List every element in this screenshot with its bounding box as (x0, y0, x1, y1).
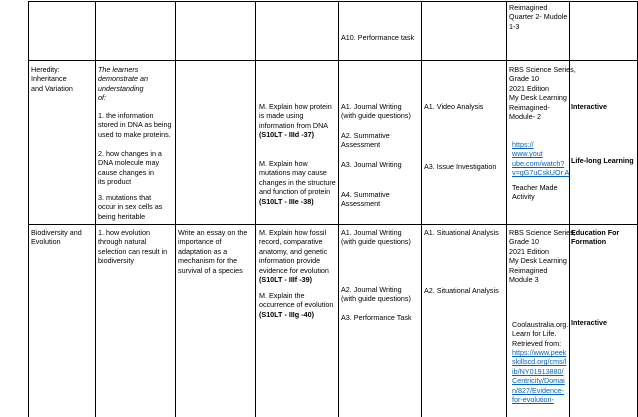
column-border (569, 1, 570, 417)
assessment-5: A1. Journal Writing (with guide questions) (341, 228, 411, 247)
competency-2: M. Explain how mutations may cause changes in the structure and function of protein (S10LT - IIIe -38) (259, 159, 336, 206)
technique-1: A1. Video Analysis (424, 102, 484, 111)
performance-standard: Write an essay on the importance of adaptation as a mechanism for the survival of a species (178, 228, 248, 275)
value-interactive: Interactive (571, 102, 607, 111)
resources-2: Teacher Made Activity (512, 183, 558, 202)
assessment-1: A1. Journal Writing (with guide questions) (341, 102, 411, 121)
topic-biodiversity: Biodiversity and Evolution (31, 228, 82, 247)
youtube-link[interactable]: https:// www.yout ube.com/watch? v=gG7uCskUOr A (512, 140, 570, 178)
resources-cell-top: Reimagined Quarter 2- Mudole 1-3 (509, 3, 568, 31)
competency-1: M. Explain how protein is made using information from DNA (S10LT - IIId -37) (259, 102, 332, 140)
resources-3: RBS Science Series, Grade 10 2021 Edition My Desk Learning Reimagined Module 3 (509, 228, 576, 285)
row-border (28, 1, 637, 2)
assessment-3: A3. Journal Writing (341, 160, 402, 169)
resources-1: RBS Science Series, Grade 10 2021 Edition My Desk Learning Reimagined- Module- 2 (509, 65, 576, 122)
value-education-for-formation: Education For Formation (571, 228, 620, 247)
assessment-cell-top: A10. Performance task (341, 33, 415, 42)
row-border (28, 60, 637, 61)
understanding-item-3: 3. mutations that occur in sex cells as being heritable (98, 193, 163, 221)
technique-2: A3. Issue Investigation (424, 162, 497, 171)
understanding-intro: The learners demonstrate an understanding of: (98, 65, 148, 103)
assessment-2: A2. Summative Assessment (341, 131, 390, 150)
row-border (28, 224, 637, 225)
column-border (421, 1, 422, 417)
understanding-item-1: 1. the information stored in DNA as being used to make proteins. (98, 111, 172, 139)
value-lifelong-learning: Life-long Learning (571, 156, 634, 165)
column-border (255, 1, 256, 417)
column-border (506, 1, 507, 417)
column-border (338, 1, 339, 417)
topic-heredity: Heredity: Inheritance and Variation (31, 65, 73, 93)
column-border (28, 1, 29, 417)
evidence-link[interactable]: https://www.peek skillscd.org/cms/l ib/NY01913880/ Centricity/Domai n/827/Evidence- for-evolution- (512, 348, 567, 405)
resources-4: Coolaustralia.org. Learn for Life. Retrieved from: (512, 320, 569, 348)
column-border (95, 1, 96, 417)
technique-3: A1. Situational Analysis (424, 228, 499, 237)
competency-4: M. Explain the occurrence of evolution (S10LT - IIIg -40) (259, 291, 334, 319)
understanding-item-2: 2. how changes in a DNA molecule may cause changes in its product (98, 149, 162, 187)
competency-3: M. Explain how fossil record, comparative anatomy, and genetic information provide evidence for evolution (S10LT - IIIf -39) (259, 228, 329, 285)
technique-4: A2. Situational Analysis (424, 286, 499, 295)
assessment-6: A2. Journal Writing (with guide questions) (341, 285, 411, 304)
value-interactive-2: Interactive (571, 318, 607, 327)
assessment-4: A4. Summative Assessment (341, 190, 390, 209)
understanding-biodiversity: 1. how evolution through natural selection can result in biodiversity (98, 228, 168, 266)
column-border (175, 1, 176, 417)
assessment-7: A3. Performance Task (341, 313, 412, 322)
